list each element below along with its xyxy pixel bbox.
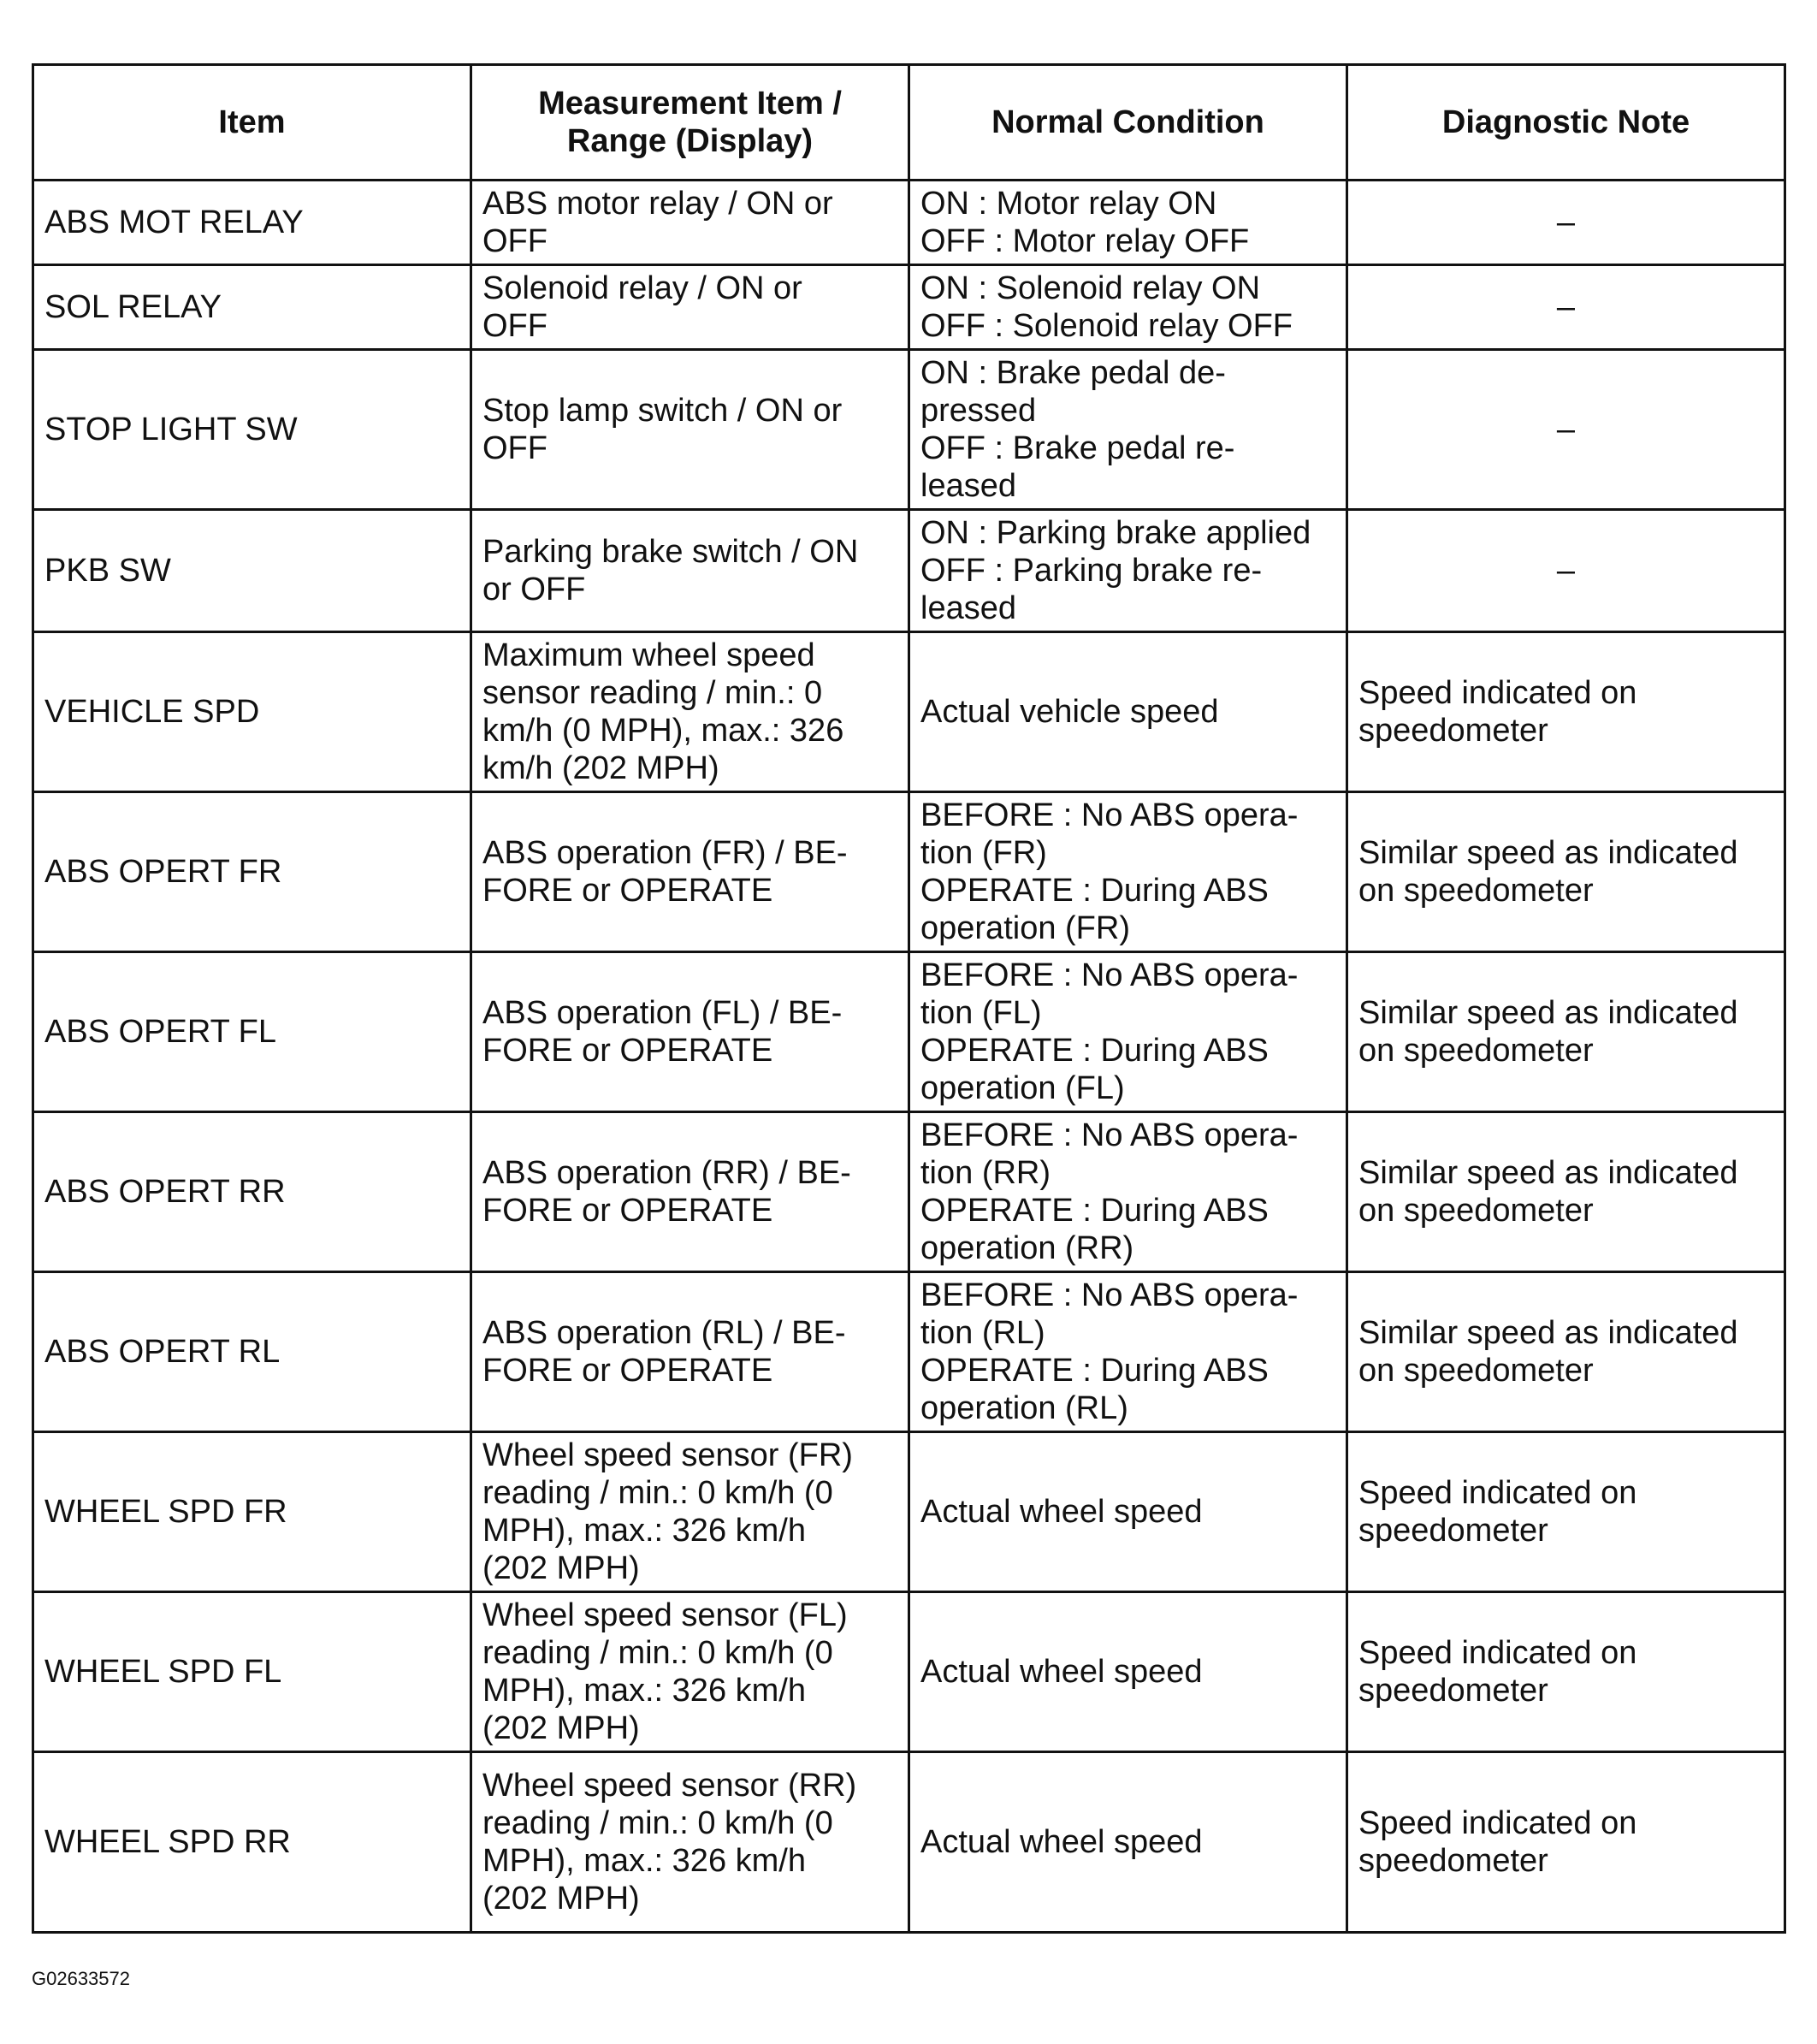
measurement-cell-line: reading / min.: 0 km/h (0 [482, 1635, 833, 1671]
normal-condition-cell-line: BEFORE : No ABS opera- [920, 957, 1299, 993]
measurement-cell-line: or OFF [482, 572, 586, 607]
normal-condition-cell-line: Actual vehicle speed [920, 694, 1219, 730]
normal-condition-cell-line: ON : Solenoid relay ON [920, 270, 1261, 306]
diagnostic-note-cell [1347, 1592, 1785, 1752]
measurement-cell-line: FORE or OPERATE [482, 1353, 773, 1389]
measurement-cell-line: OFF [482, 430, 547, 466]
header-line: Diagnostic Note [1441, 104, 1690, 140]
item-name: WHEEL SPD FR [44, 1494, 287, 1530]
normal-condition-cell [909, 1112, 1347, 1272]
measurement-cell-line: reading / min.: 0 km/h (0 [482, 1805, 833, 1841]
diagnostic-note-cell [1347, 792, 1785, 952]
measurement-cell [471, 1272, 909, 1432]
diagnostic-note-cell [1347, 1112, 1785, 1272]
measurement-cell [471, 952, 909, 1112]
normal-condition-cell-line: OPERATE : During ABS [920, 1353, 1269, 1389]
header-item [33, 65, 471, 181]
diagnostic-note-cell-line: speedometer [1358, 713, 1548, 749]
normal-condition-cell-line: Actual wheel speed [920, 1654, 1203, 1690]
measurement-cell-line: Wheel speed sensor (FL) [482, 1597, 848, 1633]
diagnostic-note-cell [1347, 510, 1785, 632]
table-row [33, 1112, 1785, 1272]
measurement-cell [471, 632, 909, 792]
measurement-cell-line: FORE or OPERATE [482, 1033, 773, 1069]
measurement-cell-line: reading / min.: 0 km/h (0 [482, 1475, 833, 1511]
table-row [33, 1272, 1785, 1432]
item-cell [33, 952, 471, 1112]
normal-condition-cell-line: OFF : Solenoid relay OFF [920, 308, 1293, 344]
normal-condition-cell-line: operation (RR) [920, 1230, 1134, 1266]
normal-condition-cell-line: pressed [920, 393, 1037, 429]
measurement-cell-line: ABS operation (RR) / BE- [482, 1155, 851, 1191]
measurement-cell-line: (202 MPH) [482, 1710, 640, 1746]
item-name: WHEEL SPD FL [44, 1654, 282, 1690]
item-cell [33, 350, 471, 510]
header-line: Item [218, 104, 286, 140]
diagnostic-note-cell [1347, 350, 1785, 510]
table-body [33, 181, 1785, 1933]
measurement-cell-line: Stop lamp switch / ON or [482, 393, 843, 429]
diagnostic-note-cell-line: Similar speed as indicated [1358, 1315, 1738, 1351]
normal-condition-cell-line: OFF : Brake pedal re- [920, 430, 1235, 466]
measurement-cell-line: MPH), max.: 326 km/h [482, 1673, 806, 1709]
diagnostic-note-cell-line: on speedometer [1358, 1353, 1594, 1389]
measurement-cell-line: Wheel speed sensor (FR) [482, 1437, 853, 1473]
diagnostic-note-cell-line: – [1556, 289, 1576, 325]
measurement-cell-line: ABS operation (FR) / BE- [482, 835, 848, 871]
table-row [33, 350, 1785, 510]
measurement-cell-line: Parking brake switch / ON [482, 534, 859, 570]
normal-condition-cell-line: tion (FR) [920, 835, 1047, 871]
measurement-cell [471, 792, 909, 952]
table-row [33, 632, 1785, 792]
normal-condition-cell [909, 632, 1347, 792]
normal-condition-cell-line: tion (FL) [920, 995, 1042, 1031]
measurement-cell-line: km/h (0 MPH), max.: 326 [482, 713, 844, 749]
item-cell [33, 1752, 471, 1933]
item-cell [33, 1272, 471, 1432]
diagnostic-note-cell [1347, 1752, 1785, 1933]
normal-condition-cell-line: operation (FL) [920, 1070, 1125, 1106]
measurement-cell-line: FORE or OPERATE [482, 873, 773, 909]
normal-condition-cell-line: OPERATE : During ABS [920, 1193, 1269, 1229]
measurement-cell [471, 510, 909, 632]
measurement-cell-line: (202 MPH) [482, 1550, 640, 1586]
measurement-cell [471, 1752, 909, 1933]
item-cell [33, 792, 471, 952]
header-line: Normal Condition [991, 104, 1264, 140]
figure-code: G02633572 [32, 1968, 130, 1989]
diagnostic-note-cell-line: Speed indicated on [1358, 675, 1637, 711]
table-row [33, 952, 1785, 1112]
normal-condition-cell-line: BEFORE : No ABS opera- [920, 797, 1299, 833]
measurement-cell-line: ABS operation (FL) / BE- [482, 995, 843, 1031]
diagnostic-note-cell-line: Similar speed as indicated [1358, 995, 1738, 1031]
table-row [33, 1432, 1785, 1592]
measurement-cell-line: MPH), max.: 326 km/h [482, 1513, 806, 1549]
diagnostic-note-cell-line: Speed indicated on [1358, 1635, 1637, 1671]
normal-condition-cell-line: leased [920, 468, 1016, 504]
normal-condition-cell-line: tion (RR) [920, 1155, 1051, 1191]
normal-condition-cell [909, 1752, 1347, 1933]
measurement-cell-line: Wheel speed sensor (RR) [482, 1768, 857, 1804]
measurement-cell-line: (202 MPH) [482, 1881, 640, 1917]
diagnostic-note-cell-line: on speedometer [1358, 1033, 1594, 1069]
diagnostic-note-cell-line: Speed indicated on [1358, 1475, 1637, 1511]
measurement-cell-line: sensor reading / min.: 0 [482, 675, 823, 711]
item-name: ABS MOT RELAY [44, 204, 304, 240]
measurement-cell [471, 1432, 909, 1592]
normal-condition-cell-line: Actual wheel speed [920, 1824, 1203, 1860]
normal-condition-cell-line: leased [920, 590, 1016, 626]
normal-condition-cell [909, 792, 1347, 952]
normal-condition-cell [909, 510, 1347, 632]
diagnostic-note-cell-line: on speedometer [1358, 873, 1594, 909]
header-measurement [471, 65, 909, 181]
diagnostic-data-table [32, 63, 1786, 1934]
diagnostic-note-cell-line: Speed indicated on [1358, 1805, 1637, 1841]
header-line: Measurement Item / [538, 86, 842, 121]
diagnostic-note-cell [1347, 952, 1785, 1112]
normal-condition-cell-line: Actual wheel speed [920, 1494, 1203, 1530]
diagnostic-note-cell-line: Similar speed as indicated [1358, 1155, 1738, 1191]
normal-condition-cell-line: BEFORE : No ABS opera- [920, 1117, 1299, 1153]
normal-condition-cell [909, 181, 1347, 265]
diagnostic-note-cell-line: speedometer [1358, 1513, 1548, 1549]
diagnostic-note-cell-line: speedometer [1358, 1673, 1548, 1709]
measurement-cell [471, 350, 909, 510]
measurement-cell [471, 265, 909, 350]
normal-condition-cell-line: OFF : Parking brake re- [920, 553, 1263, 589]
diagnostic-note-cell [1347, 1272, 1785, 1432]
normal-condition-cell-line: ON : Motor relay ON [920, 186, 1217, 222]
header-normal-condition [909, 65, 1347, 181]
diagnostic-note-cell-line: – [1556, 204, 1576, 240]
table-row [33, 1752, 1785, 1933]
table-row [33, 1592, 1785, 1752]
normal-condition-cell [909, 350, 1347, 510]
item-name: ABS OPERT RR [44, 1174, 286, 1210]
measurement-cell-line: OFF [482, 223, 547, 259]
item-cell [33, 632, 471, 792]
measurement-cell-line: Solenoid relay / ON or [482, 270, 802, 306]
measurement-cell-line: Maximum wheel speed [482, 637, 815, 673]
table-row [33, 265, 1785, 350]
normal-condition-cell [909, 265, 1347, 350]
measurement-cell-line: MPH), max.: 326 km/h [482, 1843, 806, 1879]
diagnostic-note-cell-line: Similar speed as indicated [1358, 835, 1738, 871]
item-name: ABS OPERT FR [44, 854, 282, 890]
measurement-cell-line: ABS motor relay / ON or [482, 186, 833, 222]
normal-condition-cell-line: OPERATE : During ABS [920, 873, 1269, 909]
diagnostic-note-cell-line: on speedometer [1358, 1193, 1594, 1229]
item-cell [33, 265, 471, 350]
item-name: ABS OPERT RL [44, 1334, 281, 1370]
item-name: SOL RELAY [44, 289, 222, 325]
normal-condition-cell-line: OPERATE : During ABS [920, 1033, 1269, 1069]
measurement-cell-line: OFF [482, 308, 547, 344]
item-cell [33, 181, 471, 265]
measurement-cell-line: FORE or OPERATE [482, 1193, 773, 1229]
measurement-cell [471, 1112, 909, 1272]
normal-condition-cell-line: ON : Parking brake applied [920, 515, 1311, 551]
item-cell [33, 510, 471, 632]
item-name: STOP LIGHT SW [44, 412, 298, 447]
item-cell [33, 1592, 471, 1752]
diagnostic-note-cell-line: speedometer [1358, 1843, 1548, 1879]
normal-condition-cell-line: ON : Brake pedal de- [920, 355, 1226, 391]
diagnostic-note-cell [1347, 1432, 1785, 1592]
header-line: Range (Display) [566, 123, 814, 159]
table-row [33, 792, 1785, 952]
normal-condition-cell [909, 1432, 1347, 1592]
diagnostic-note-cell-line: – [1556, 553, 1576, 589]
header-diagnostic-note [1347, 65, 1785, 181]
diagnostic-note-cell [1347, 181, 1785, 265]
table-header-row [33, 65, 1785, 181]
diagnostic-note-cell [1347, 632, 1785, 792]
normal-condition-cell [909, 952, 1347, 1112]
table-row [33, 181, 1785, 265]
item-cell [33, 1432, 471, 1592]
diagnostic-note-cell-line: – [1556, 412, 1576, 447]
measurement-cell-line: ABS operation (RL) / BE- [482, 1315, 846, 1351]
item-name: ABS OPERT FL [44, 1014, 277, 1050]
normal-condition-cell-line: operation (RL) [920, 1390, 1128, 1426]
item-name: WHEEL SPD RR [44, 1824, 291, 1860]
item-name: PKB SW [44, 553, 171, 589]
measurement-cell-line: km/h (202 MPH) [482, 750, 719, 786]
normal-condition-cell [909, 1592, 1347, 1752]
item-cell [33, 1112, 471, 1272]
normal-condition-cell-line: tion (RL) [920, 1315, 1045, 1351]
measurement-cell [471, 1592, 909, 1752]
normal-condition-cell [909, 1272, 1347, 1432]
table-row [33, 510, 1785, 632]
measurement-cell [471, 181, 909, 265]
normal-condition-cell-line: OFF : Motor relay OFF [920, 223, 1250, 259]
normal-condition-cell-line: BEFORE : No ABS opera- [920, 1277, 1299, 1313]
item-name: VEHICLE SPD [44, 694, 260, 730]
normal-condition-cell-line: operation (FR) [920, 910, 1130, 946]
diagnostic-note-cell [1347, 265, 1785, 350]
